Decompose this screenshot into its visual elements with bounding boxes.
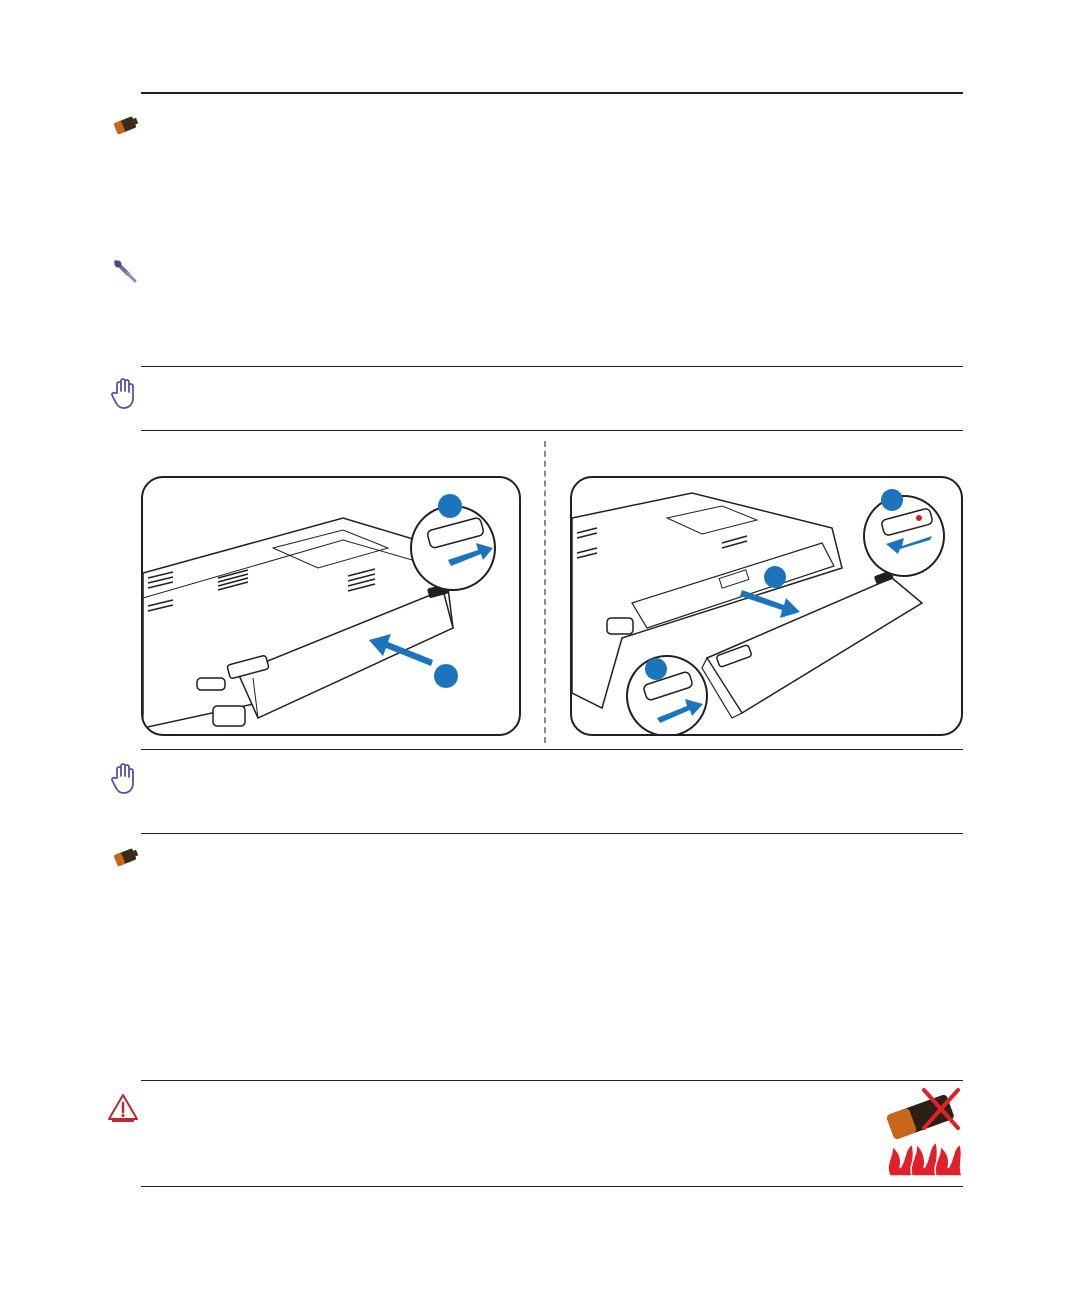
warning-rule-top bbox=[141, 1080, 963, 1081]
note-rule-top bbox=[141, 366, 963, 367]
hand-stop-icon bbox=[110, 762, 140, 796]
note2-rule-top bbox=[141, 749, 963, 750]
battery-install-illustration bbox=[141, 476, 521, 736]
screwdriver-icon bbox=[112, 258, 138, 284]
battery-icon bbox=[112, 845, 140, 869]
figure-divider bbox=[544, 441, 546, 743]
battery-icon bbox=[112, 113, 140, 137]
no-battery-in-fire-icon bbox=[880, 1086, 966, 1178]
warning-triangle-icon bbox=[106, 1092, 140, 1124]
hand-stop-icon bbox=[110, 377, 140, 411]
battery-remove-illustration bbox=[570, 476, 963, 736]
warning-rule-bottom bbox=[141, 1186, 963, 1187]
header-rule bbox=[141, 92, 963, 94]
note2-rule-bottom bbox=[141, 833, 963, 834]
note-rule-bottom bbox=[141, 430, 963, 431]
